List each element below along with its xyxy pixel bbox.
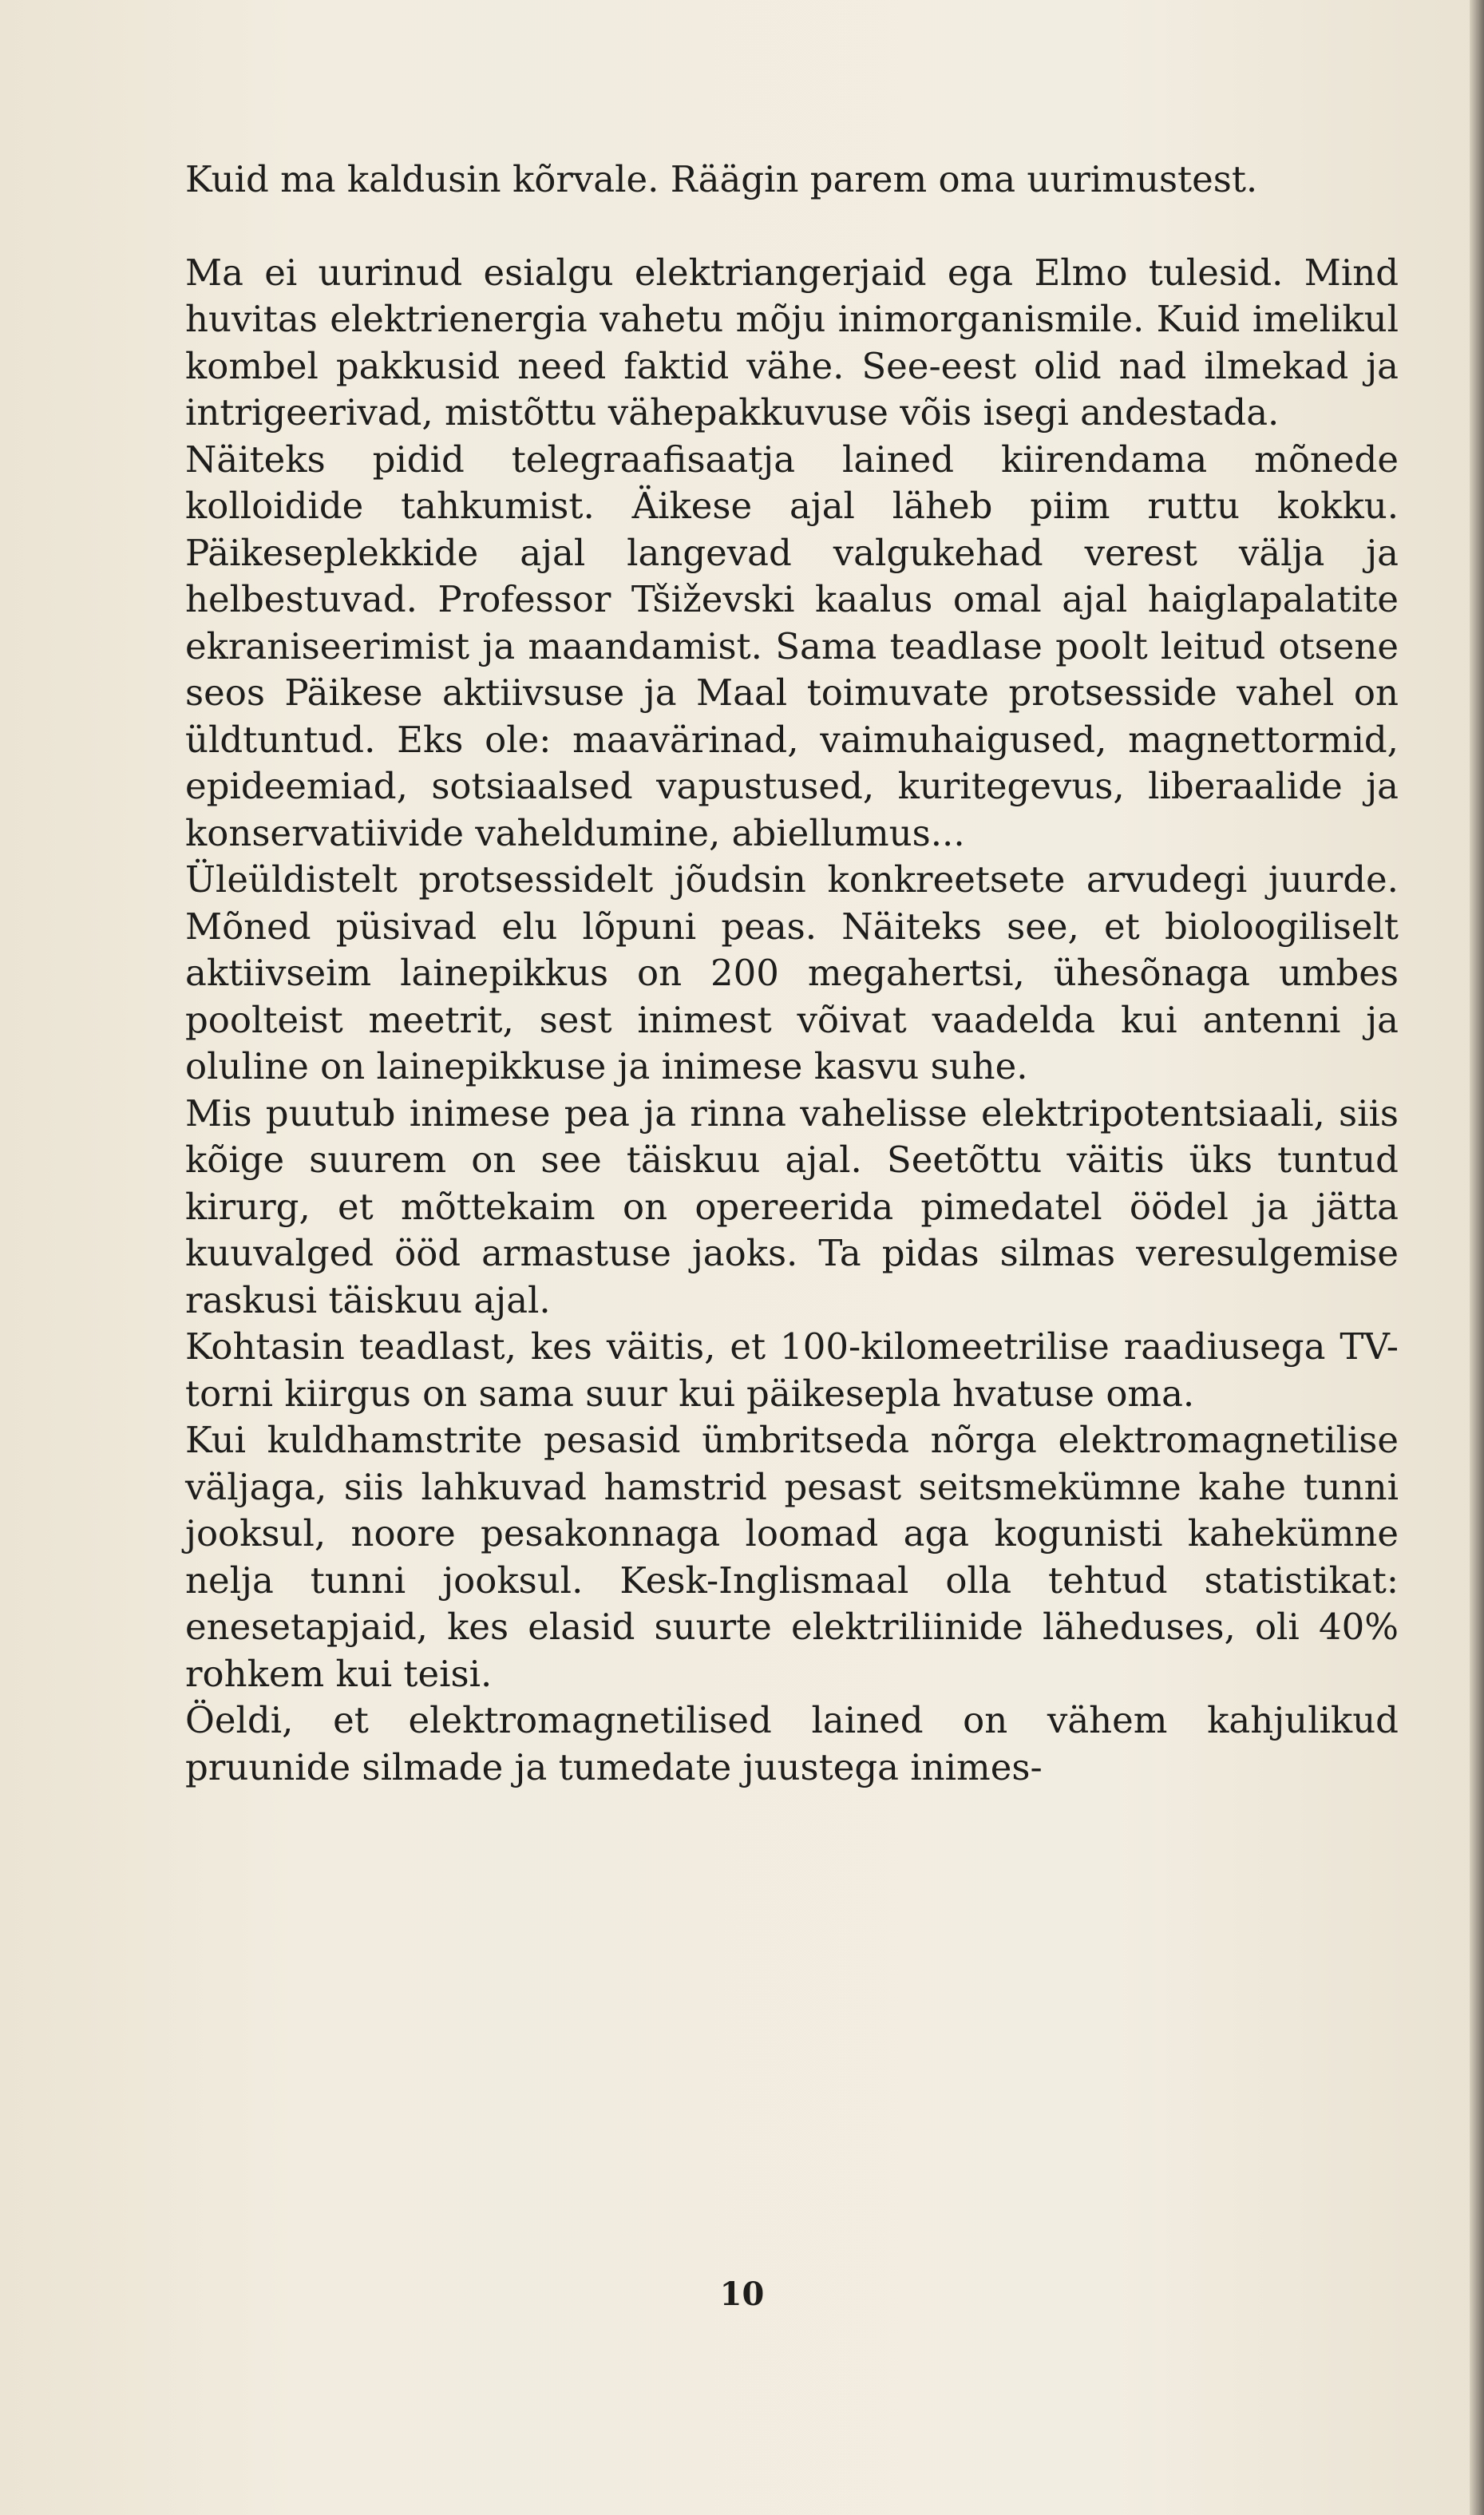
paragraph: Näiteks pidid telegraafisaatja lained kiirendama mõnede kolloidide tahkumist. Äikese ajal läheb piim ruttu kokku. Päikeseplekkide ajal langevad valgukehad verest välja ja helbestuvad. Professor Tšiževski kaalus omal ajal haiglapalatite ekraniseerimist ja maandamist. Sama teadlase poolt leitud otsene seos Päikese aktiivsuse ja Maal toimuvate protsesside vahel on üldtuntud. Eks ole: maavärinad, vaimuhaigused, magnettormid, epideemiad, sotsiaalsed vapustused, kuritegevus, liberaalide ja konservatiivide vaheldumine, abiellumus... [185, 438, 1399, 854]
body-text [185, 156, 1399, 1791]
paragraph: Üleüldistelt protsessidelt jõudsin konkreetsete arvudegi juurde. Mõned püsivad elu lõpuni peas. Näiteks see, et bioloogiliselt aktiivseim lainepikkus on 200 megahertsi, ühesõnaga umbes poolteist meetrit, sest inimest võivat vaadelda kui antenni ja oluline on lainepikkuse ja inimese kasvu suhe. [185, 858, 1399, 1087]
page-number: 10 [719, 2275, 765, 2313]
paragraph: Mis puutub inimese pea ja rinna vahelisse elektripotentsiaali, siis kõige suurem on see täiskuu ajal. Seetõttu väitis üks tuntud kirurg, et mõttekaim on opereerida pimedatel öödel ja jätta kuuvalged ööd armastuse jaoks. Ta pidas silmas veresulgemise raskusi täiskuu ajal. [185, 1091, 1399, 1321]
paragraph: Öeldi, et elektromagnetilised lained on vähem kahjulikud pruunide silmade ja tumedate juustega inimes- [185, 1699, 1399, 1788]
paragraph: Kohtasin teadlast, kes väitis, et 100-kilomeetrilise raadiusega TV-torni kiirgus on sama suur kui päikesepla hvatuse oma. [185, 1325, 1399, 1415]
paragraph: Ma ei uurinud esialgu elektriangerjaid ega Elmo tulesid. Mind huvitas elektrienergia vahetu mõju inimorganismile. Kuid imelikul kombel pakkusid need faktid vähe. See-eest olid nad ilmekad ja intrigeerivad, mistõttu vähepakkuvuse võis isegi andestada. [185, 251, 1399, 434]
paragraph: Kuid ma kaldusin kõrvale. Räägin parem oma uurimustest. [185, 158, 1258, 200]
page-spine-edge [1470, 0, 1484, 2515]
paragraph: Kui kuldhamstrite pesasid ümbritseda nõrga elektromagnetilise väljaga, siis lahkuvad hamstrid pesast seitsmekümne kahe tunni jooksul, noore pesakonnaga loomad aga kogunisti kahekümne nelja tunni jooksul. Kesk-Inglismaal olla tehtud statistikat: enesetapjaid, kes elasid suurte elektriliinide läheduses, oli 40% rohkem kui teisi. [185, 1419, 1399, 1695]
